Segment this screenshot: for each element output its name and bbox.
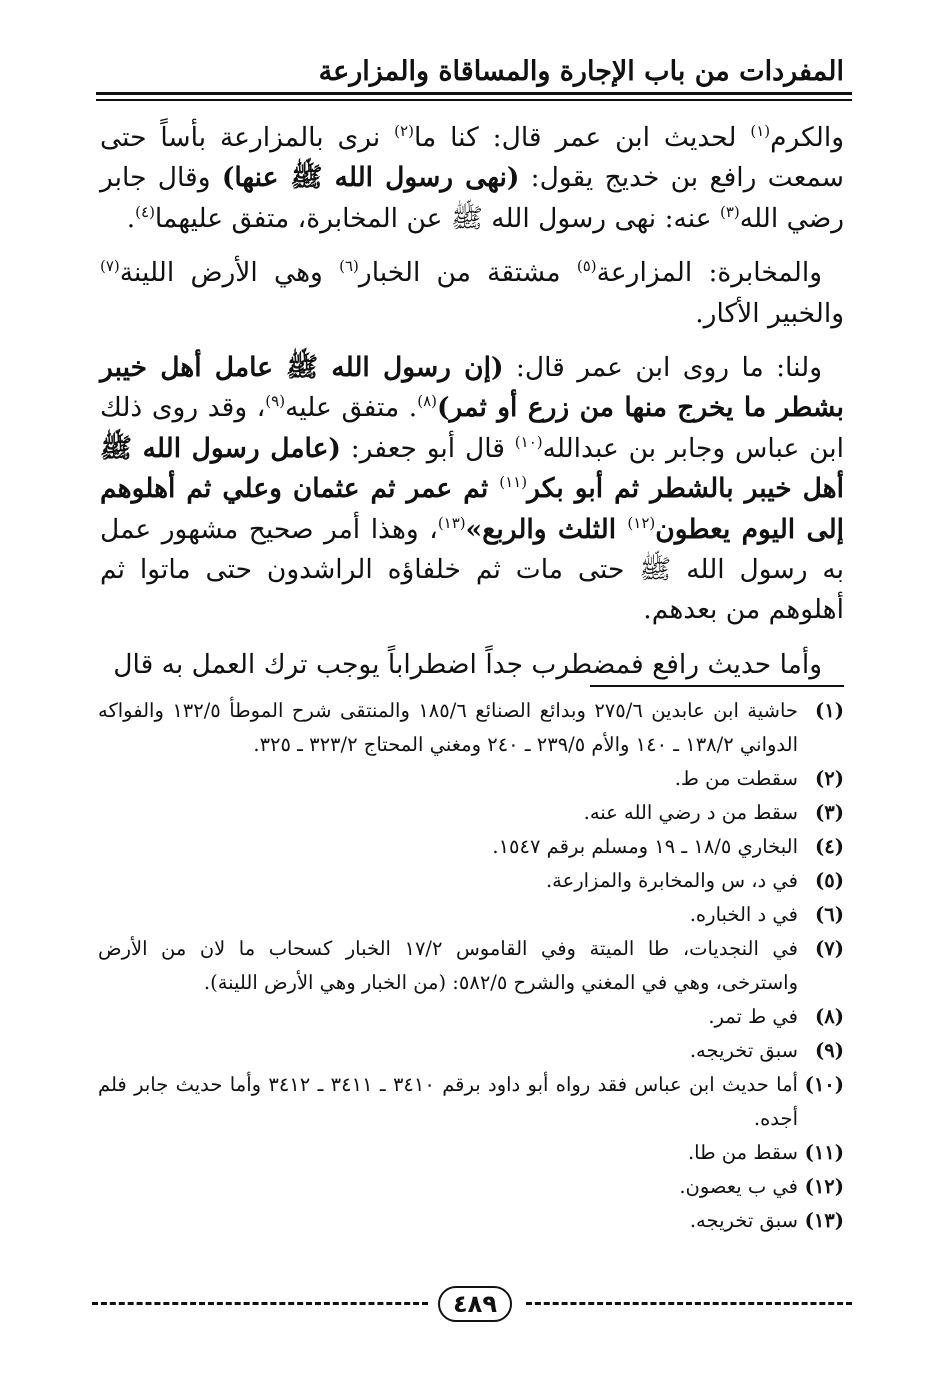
- footnote: [98, 898, 844, 932]
- footnote: [98, 932, 844, 1000]
- footnote: [98, 1204, 844, 1238]
- text-run: عنه: نهى رسول الله ﷺ عن المخابرة، متفق عليهما: [154, 202, 720, 234]
- footnote: [98, 1000, 844, 1034]
- text-run: والمخابرة: المزارعة: [596, 257, 822, 289]
- page-footer: [92, 1284, 852, 1324]
- paragraph: [100, 348, 844, 631]
- text-run: والخبير الأكار.: [695, 297, 844, 329]
- footnote-text: سقط من د رضي الله عنه.: [583, 801, 798, 824]
- footnote-number: (١١): [804, 1141, 844, 1164]
- paragraph: [100, 118, 844, 239]
- footnote-text: حاشية ابن عابدين ٢٧٥/٦ وبدائع الصنائع ١٨٥/٦ والمنتقى شرح الموطأ ١٣٢/٥ والفواكه الدواني ١٣٨/٢ ـ ١٤٠ والأم ٢٣٩/٥ ـ ٢٤٠ ومغني المحتاج ٣٢٣/٢ ـ ٣٢٥.: [98, 699, 798, 756]
- note-marker: (٤): [135, 202, 155, 221]
- footnote-number: (٨): [815, 1005, 844, 1028]
- footnote-number: (١): [815, 699, 844, 722]
- footnote: [98, 1170, 844, 1204]
- footnote-text: سبق تخريجه.: [689, 1039, 798, 1062]
- bold-quote: (إن رسول الله ﷺ عامل أهل خيبر بشطر ما يخرج منها من زرع أو ثمر): [100, 352, 844, 424]
- text-run: ، وهذا أمر صحيح مشهور عمل به رسول الله ﷺ حتى مات ثم خلفاؤه الراشدون حتى ماتوا ثم أهلوهم من بعدهم.: [100, 513, 844, 626]
- footer-dashed-rule-left: [92, 1302, 428, 1305]
- text-run: .: [126, 202, 136, 234]
- note-marker: (١٠): [514, 433, 543, 452]
- note-marker: (٢): [394, 122, 414, 141]
- text-run: ، وقد روى ذلك ابن عباس وجابر بن عبدالله: [100, 392, 844, 464]
- footnote-number: (٢): [815, 767, 844, 790]
- main-text: [100, 118, 844, 699]
- footnote-text: في د الخباره.: [689, 903, 798, 926]
- footnote: [98, 1136, 844, 1170]
- running-header: المفردات من باب الإجارة والمساقاة والمزارعة: [318, 56, 844, 87]
- note-marker: (٧): [100, 257, 120, 276]
- footnote-number: (١٣): [804, 1209, 844, 1232]
- text-run: وهي الأرض اللينة: [119, 257, 340, 289]
- bold-quote: (نهى رسول الله ﷺ عنها): [221, 162, 520, 194]
- note-marker: (٦): [339, 257, 359, 276]
- footnote-number: (١٢): [804, 1175, 844, 1198]
- text-run: . متفق عليه: [285, 392, 418, 424]
- footnote-separator: [590, 685, 844, 687]
- footnote-text: أما حديث ابن عباس فقد رواه أبو داود برقم ٣٤١٠ ـ ٣٤١١ ـ ٣٤١٢ وأما حديث جابر فلم أجده.: [98, 1073, 798, 1130]
- note-marker: (٩): [265, 392, 286, 411]
- note-marker: (٨): [417, 392, 437, 411]
- footnote-text: سقطت من ط.: [674, 767, 798, 790]
- footnote-number: (٤): [815, 835, 844, 858]
- text-run: نرى بالمزارعة بأساً حتى سمعت رافع بن خديج يقول:: [100, 122, 845, 194]
- note-marker: (٥): [576, 257, 597, 276]
- footnote: [98, 864, 844, 898]
- footnote-number: (٣): [815, 801, 844, 824]
- footnote: [98, 1034, 844, 1068]
- text-run: والكرم: [770, 122, 845, 153]
- page-number: ٤٨٩: [438, 1286, 512, 1322]
- footnote: [98, 1068, 844, 1136]
- footnote: [98, 830, 844, 864]
- footnote-text: في النجديات، طا الميتة وفي القاموس ١٧/٢ الخبار كسحاب ما لان من الأرض واسترخى، وهي في المغني والشرح ٥٨٢/٥: (من الخبار وهي الأرض اللينة).: [98, 937, 798, 994]
- footnote-text: سبق تخريجه.: [689, 1209, 798, 1232]
- text-run: وأما حديث رافع فمضطرب جداً اضطراباً يوجب ترك العمل به قال: [113, 648, 822, 680]
- header-rule-thin: [96, 99, 852, 101]
- note-marker: (١١): [499, 473, 528, 492]
- footnote-number: (١٠): [804, 1073, 844, 1096]
- footer-dashed-rule-right: [526, 1302, 852, 1305]
- footnotes-list: [98, 694, 844, 1238]
- footnote-number: (٦): [815, 903, 844, 926]
- footnote-number: (٥): [815, 869, 844, 892]
- footnote-text: البخاري ١٨/٥ ـ ١٩ ومسلم برقم ١٥٤٧.: [492, 835, 798, 858]
- bold-quote: الثلث والربع»: [465, 513, 628, 545]
- footnote-text: في د، س والمخابرة والمزارعة.: [545, 869, 798, 892]
- footnote-number: (٧): [815, 937, 844, 960]
- text-run: لحديث ابن عمر قال: كنا ما: [413, 122, 751, 153]
- bold-quote: (عامل رسول الله ﷺ أهل خيبر بالشطر ثم أبو بكر: [100, 432, 844, 505]
- note-marker: (١٢): [627, 513, 656, 532]
- bold-quote: ثم عمر ثم عثمان وعلي ثم أهلوهم إلى اليوم يعطون: [100, 473, 845, 545]
- footnote-number: (٩): [815, 1039, 844, 1062]
- text-run: ولنا: ما روى ابن عمر قال:: [503, 352, 822, 384]
- paragraph: [100, 645, 844, 685]
- text-run: مشتقة من الخبار: [358, 257, 577, 289]
- footnote: [98, 762, 844, 796]
- text-run: وقال جابر رضي الله: [100, 162, 844, 234]
- footnote: [98, 694, 844, 762]
- footnote-text: في ط تمر.: [708, 1005, 798, 1028]
- text-run: قال أبو جعفر:: [340, 432, 515, 464]
- note-marker: (١): [750, 122, 771, 141]
- footnote-text: سقط من طا.: [687, 1141, 798, 1164]
- footnote-text: في ب يعصون.: [679, 1175, 798, 1198]
- paragraph: [100, 253, 844, 334]
- note-marker: (٣): [719, 202, 740, 221]
- footnote: [98, 796, 844, 830]
- header-rule-thick: [96, 92, 852, 95]
- note-marker: (١٣): [437, 513, 466, 532]
